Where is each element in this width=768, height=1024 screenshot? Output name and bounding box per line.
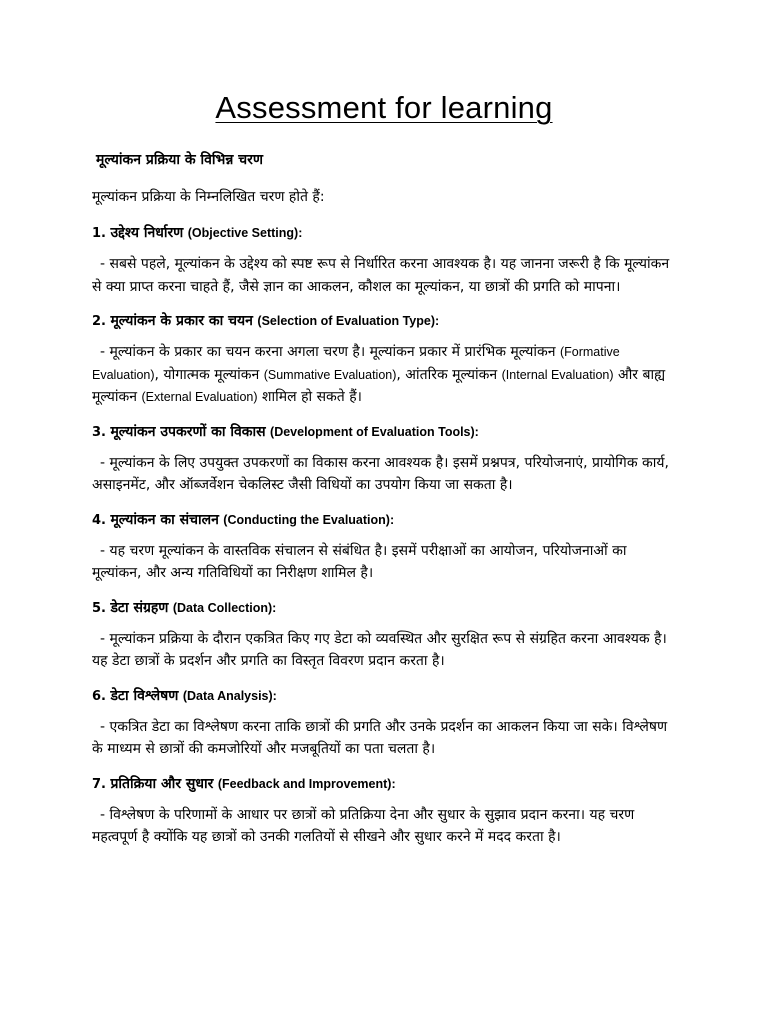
body-text: और बाह्य मूल्यांकन bbox=[92, 366, 666, 405]
body-text: , आंतरिक मूल्यांकन bbox=[396, 366, 502, 383]
step-body: - एकत्रित डेटा का विश्लेषण करना ताकि छात्रों की प्रगति और उनके प्रदर्शन का आकलन किया जा सके। विश्लेषण के माध्यम से छात्रों की कमजोरियों और मजबूतियों का पता चलता है। bbox=[92, 718, 668, 757]
step-body: - सबसे पहले, मूल्यांकन के उद्देश्य को स्पष्ट रूप से निर्धारित करना आवश्यक है। यह जानना जरूरी है कि मूल्यांकन से क्या प्राप्त करना चाहते हैं, जैसे ज्ञान का आकलन, कौशल का मूल्यांकन, या छात्रों की प्रगति को मापना। bbox=[92, 256, 670, 295]
body-english-term: (Summative Evaluation) bbox=[263, 367, 397, 382]
step-title-hindi: डेटा संग्रहण bbox=[110, 599, 169, 616]
body-text: शामिल हो सकते हैं। bbox=[257, 389, 362, 405]
step-number: 7. bbox=[92, 776, 106, 792]
document-title: Assessment for learning bbox=[215, 90, 553, 125]
step-title-hindi: प्रतिक्रिया और सुधार bbox=[110, 775, 214, 792]
step-title-hindi: उद्देश्य निर्धारण bbox=[110, 225, 184, 241]
step-body: - मूल्यांकन प्रक्रिया के दौरान एकत्रित किए गए डेटा को व्यवस्थित और सुरक्षित रूप से संग्रहित करना आवश्यक है। यह डेटा छात्रों के प्रदर्शन और प्रगति का विस्तृत विवरण प्रदान करता है। bbox=[92, 630, 667, 669]
body-text: , योगात्मक मूल्यांकन bbox=[154, 366, 264, 383]
step-title-hindi: मूल्यांकन का संचालन bbox=[110, 511, 219, 528]
step-number: 6. bbox=[92, 688, 106, 704]
step-development-of-evaluation-tools bbox=[92, 421, 676, 497]
step-title-english: (Data Collection): bbox=[172, 600, 277, 615]
intro-text: मूल्यांकन प्रक्रिया के निम्नलिखित चरण होते हैं: bbox=[92, 189, 325, 205]
step-data-collection bbox=[92, 597, 676, 673]
step-title-hindi: डेटा विश्लेषण bbox=[110, 687, 179, 704]
step-body: - मूल्यांकन के लिए उपयुक्त उपकरणों का विकास करना आवश्यक है। इसमें प्रश्नपत्र, परियोजनाएं, प्रायोगिक कार्य, असाइनमेंट, और ऑब्जर्वेशन चेकलिस्ट जैसी विधियों का उपयोग किया जा सकता है। bbox=[92, 454, 669, 493]
step-title-english: (Selection of Evaluation Type): bbox=[257, 314, 440, 328]
body-english-term: (Formative Evaluation) bbox=[92, 345, 620, 382]
step-body: - विश्लेषण के परिणामों के आधार पर छात्रों को प्रतिक्रिया देना और सुधार के सुझाव प्रदान करना। यह चरण महत्वपूर्ण है क्योंकि यह छात्रों को उनकी गलतियों से सीखने और सुधार करने में मदद करता है। bbox=[92, 806, 635, 845]
body-text: - मूल्यांकन के प्रकार का चयन करना अगला चरण है। मूल्यांकन प्रकार में प्रारंभिक मूल्यांकन bbox=[100, 344, 560, 360]
step-title-english: (Objective Setting): bbox=[187, 226, 303, 240]
body-english-term: (Internal Evaluation) bbox=[501, 367, 614, 382]
step-body bbox=[92, 341, 676, 409]
step-conducting-the-evaluation bbox=[92, 509, 676, 585]
body-english-term: (External Evaluation) bbox=[141, 390, 258, 404]
section-heading: मूल्यांकन प्रक्रिया के विभिन्न चरण bbox=[96, 152, 263, 168]
step-title-hindi: मूल्यांकन के प्रकार का चयन bbox=[110, 313, 253, 329]
step-title bbox=[92, 310, 676, 333]
step-number: 2. bbox=[92, 314, 106, 329]
step-number: 5. bbox=[92, 600, 106, 616]
step-selection-of-evaluation-type bbox=[92, 310, 676, 409]
step-data-analysis bbox=[92, 685, 676, 761]
step-number: 3. bbox=[92, 424, 106, 440]
step-title bbox=[92, 597, 676, 620]
step-title bbox=[92, 222, 676, 245]
step-title bbox=[92, 421, 676, 444]
step-title bbox=[92, 685, 676, 708]
step-title-english: (Development of Evaluation Tools): bbox=[270, 424, 479, 439]
step-title bbox=[92, 773, 676, 796]
step-title-english: (Conducting the Evaluation): bbox=[223, 512, 395, 527]
step-title bbox=[92, 509, 676, 532]
step-number: 4. bbox=[92, 512, 106, 528]
step-objective-setting bbox=[92, 222, 676, 298]
step-number: 1. bbox=[92, 226, 106, 241]
step-title-english: (Feedback and Improvement): bbox=[217, 776, 396, 791]
step-body: - यह चरण मूल्यांकन के वास्तविक संचालन से संबंधित है। इसमें परीक्षाओं का आयोजन, परियोजनाओं का मूल्यांकन, और अन्य गतिविधियों का निरीक्षण शामिल है। bbox=[92, 542, 627, 581]
step-title-hindi: मूल्यांकन उपकरणों का विकास bbox=[110, 423, 266, 440]
step-feedback-and-improvement bbox=[92, 773, 676, 849]
step-title-english: (Data Analysis): bbox=[182, 688, 277, 703]
